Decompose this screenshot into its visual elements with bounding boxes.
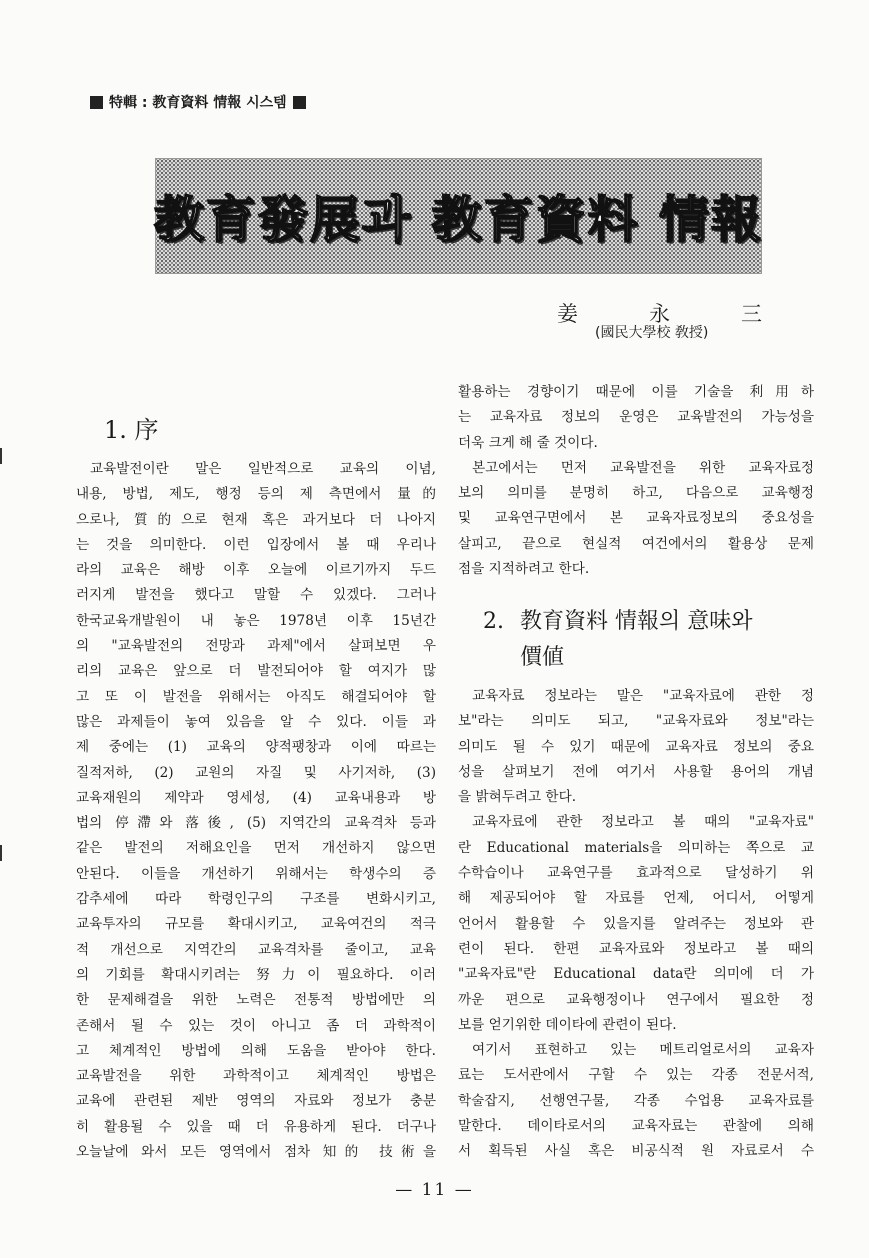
heading-line: 教育資料 情報의 意味와: [520, 609, 753, 634]
body-line: 보를 얻기위한 데이타에 관련이 된다.: [458, 1016, 677, 1033]
body-line: 으로나, 質的으로 현재 혹은 과거보다 더 나아지: [76, 511, 436, 528]
series-header: [90, 92, 306, 112]
right-column-top: [458, 380, 814, 582]
author-affiliation: (國民大學校 敎授): [595, 325, 709, 341]
body-line: 의 기회를 확대시키려는 努力이 필요하다. 이러: [76, 966, 436, 983]
body-line: 한 문제해결을 위한 노력은 전통적 방법에만 의: [76, 992, 436, 1009]
body-line: 여기서 표현하고 있는 메트리얼로서의 교육자: [472, 1042, 814, 1059]
body-line: 의미도 될 수 있기 때문에 교육자료 정보의 중요: [458, 738, 814, 755]
body-line: 서 획득된 사실 혹은 비공식적 원 자료로서 수: [458, 1143, 814, 1160]
body-line: 는 교육자료 정보의 운영은 교육발전의 가능성을: [458, 409, 814, 426]
body-line: 적 개선으로 지역간의 교육격차를 줄이고, 교육: [76, 941, 436, 958]
body-line: 활용하는 경향이기 때문에 이를 기술을 利用하: [458, 384, 814, 400]
body-line: 같은 발전의 저해요인을 먼저 개선하지 않으면: [76, 840, 436, 857]
body-line: 교육에 관련된 제반 영역의 자료와 정보가 충분: [76, 1093, 436, 1110]
title-banner: [155, 158, 762, 274]
square-bullet-icon: [293, 96, 306, 109]
body-line: 및 교육연구면에서 본 교육자료정보의 중요성을: [458, 510, 814, 527]
body-line: 보의 의미를 분명히 하고, 다음으로 교육행정: [458, 485, 814, 502]
body-line: 해 제공되어야 할 자료를 언제, 어디서, 어떻게: [458, 890, 814, 907]
body-line: 존해서 될 수 있는 것이 아니고 좀 더 과학적이: [76, 1017, 436, 1034]
body-line: 질적저하, (2) 교원의 자질 및 사기저하, (3): [76, 764, 436, 781]
body-line: 교육자료에 관한 정보라고 볼 때의 "교육자료": [472, 814, 814, 831]
body-line: 더욱 크게 해 줄 것이다.: [458, 434, 598, 451]
body-line: 히 활용될 수 있을 때 더 유용하게 된다. 더구나: [76, 1118, 436, 1135]
article-title: 教育發展과 教育資料 情報: [153, 190, 764, 249]
body-line: 료는 도서관에서 구할 수 있는 각종 전문서적,: [458, 1067, 814, 1084]
body-line: "교육자료"란 Educational data란 의미에 더 가: [458, 966, 814, 983]
square-bullet-icon: [90, 96, 103, 109]
body-line: 고 체계적인 방법에 의해 도움을 받아야 한다.: [76, 1042, 436, 1059]
body-line: 언어서 활용할 수 있을지를 알려주는 정보와 관: [458, 915, 814, 932]
body-line: 는 것을 의미한다. 이런 입장에서 볼 때 우리나: [76, 536, 436, 553]
body-line: 고 또 이 발전을 위해서는 아직도 해결되어야 할: [76, 688, 436, 705]
body-line: 교육재원의 제약과 영세성, (4) 교육내용과 방: [76, 789, 436, 806]
body-line: 라의 교육은 해방 이후 오늘에 이르기까지 두드: [76, 562, 436, 579]
body-line: 교육발전이란 말은 일반적으로 교육의 이념,: [90, 461, 436, 477]
body-line: 본고에서는 먼저 교육발전을 위한 교육자료정: [472, 459, 814, 476]
body-line: 안된다. 이들을 개선하기 위해서는 학생수의 증: [76, 865, 436, 882]
body-line: 교육투자의 규모를 확대시키고, 교육여건의 적극: [76, 916, 436, 933]
body-line: 보"라는 의미도 되고, "교육자료와 정보"라는: [458, 713, 814, 730]
page-number: — 11 —: [395, 1180, 474, 1200]
body-line: 련이 된다. 한편 교육자료와 정보라고 볼 때의: [458, 940, 814, 957]
margin-mark: [0, 845, 2, 861]
body-line: 많은 과제들이 놓여 있음을 알 수 있다. 이들 과: [76, 713, 436, 730]
body-line: 말한다. 데이타로서의 교육자료는 관찰에 의해: [458, 1118, 814, 1135]
author-char: 姜: [557, 302, 578, 326]
author-char: 三: [741, 302, 762, 326]
body-line: 한국교육개발원이 내 놓은 1978년 이후 15년간: [76, 612, 436, 629]
body-line: 감추세에 따라 학령인구의 구조를 변화시키고,: [76, 891, 436, 908]
body-line: 의 "교육발전의 전망과 과제"에서 살펴보면 우: [76, 638, 436, 655]
body-line: 점을 지적하려고 한다.: [458, 561, 590, 578]
body-line: 법의 停滯와 落後, (5) 지역간의 교육격차 등과: [76, 815, 436, 832]
body-line: 을 밝혀두려고 한다.: [458, 789, 577, 806]
heading-line: 價値: [520, 645, 565, 670]
body-line: 란 Educational materials을 의미하는 쪽으로 교: [458, 839, 814, 856]
body-line: 교육자료 정보라는 말은 "교육자료에 관한 정: [472, 688, 814, 704]
body-line: 내용, 방법, 제도, 행정 등의 제 측면에서 量的: [76, 486, 436, 503]
body-line: 살피고, 끝으로 현실적 여건에서의 활용상 문제: [458, 535, 814, 552]
body-line: 리의 교육은 앞으로 더 발전되어야 할 여지가 많: [76, 663, 436, 680]
series-title: 特輯 : 教育資料 情報 시스템: [109, 95, 287, 111]
body-line: 러지게 발전을 했다고 말할 수 있겠다. 그러나: [76, 587, 436, 604]
body-line: 까운 편으로 교육행정이나 연구에서 필요한 정: [458, 991, 814, 1008]
author-char: 永: [649, 302, 670, 326]
section-heading-2: [483, 604, 823, 676]
body-line: 학술잡지, 선행연구물, 각종 수업용 교육자료를: [458, 1092, 814, 1109]
right-column-section2: [458, 684, 814, 1165]
margin-mark: [0, 448, 2, 464]
body-line: 제 중에는 (1) 교육의 양적팽창과 이에 따르는: [76, 739, 436, 756]
body-line: 오늘날에 와서 모든 영역에서 점차 知的 技術을: [76, 1144, 436, 1161]
body-line: 수학습이나 교육연구를 효과적으로 달성하기 위: [458, 865, 814, 882]
section-heading-1: 1. 序: [104, 416, 159, 444]
left-column: [76, 457, 436, 1165]
body-line: 성을 살펴보기 전에 여기서 사용할 용어의 개념: [458, 763, 814, 780]
section-number: 2.: [483, 609, 504, 634]
body-line: 교육발전을 위한 과학적이고 체계적인 방법은: [76, 1068, 436, 1085]
